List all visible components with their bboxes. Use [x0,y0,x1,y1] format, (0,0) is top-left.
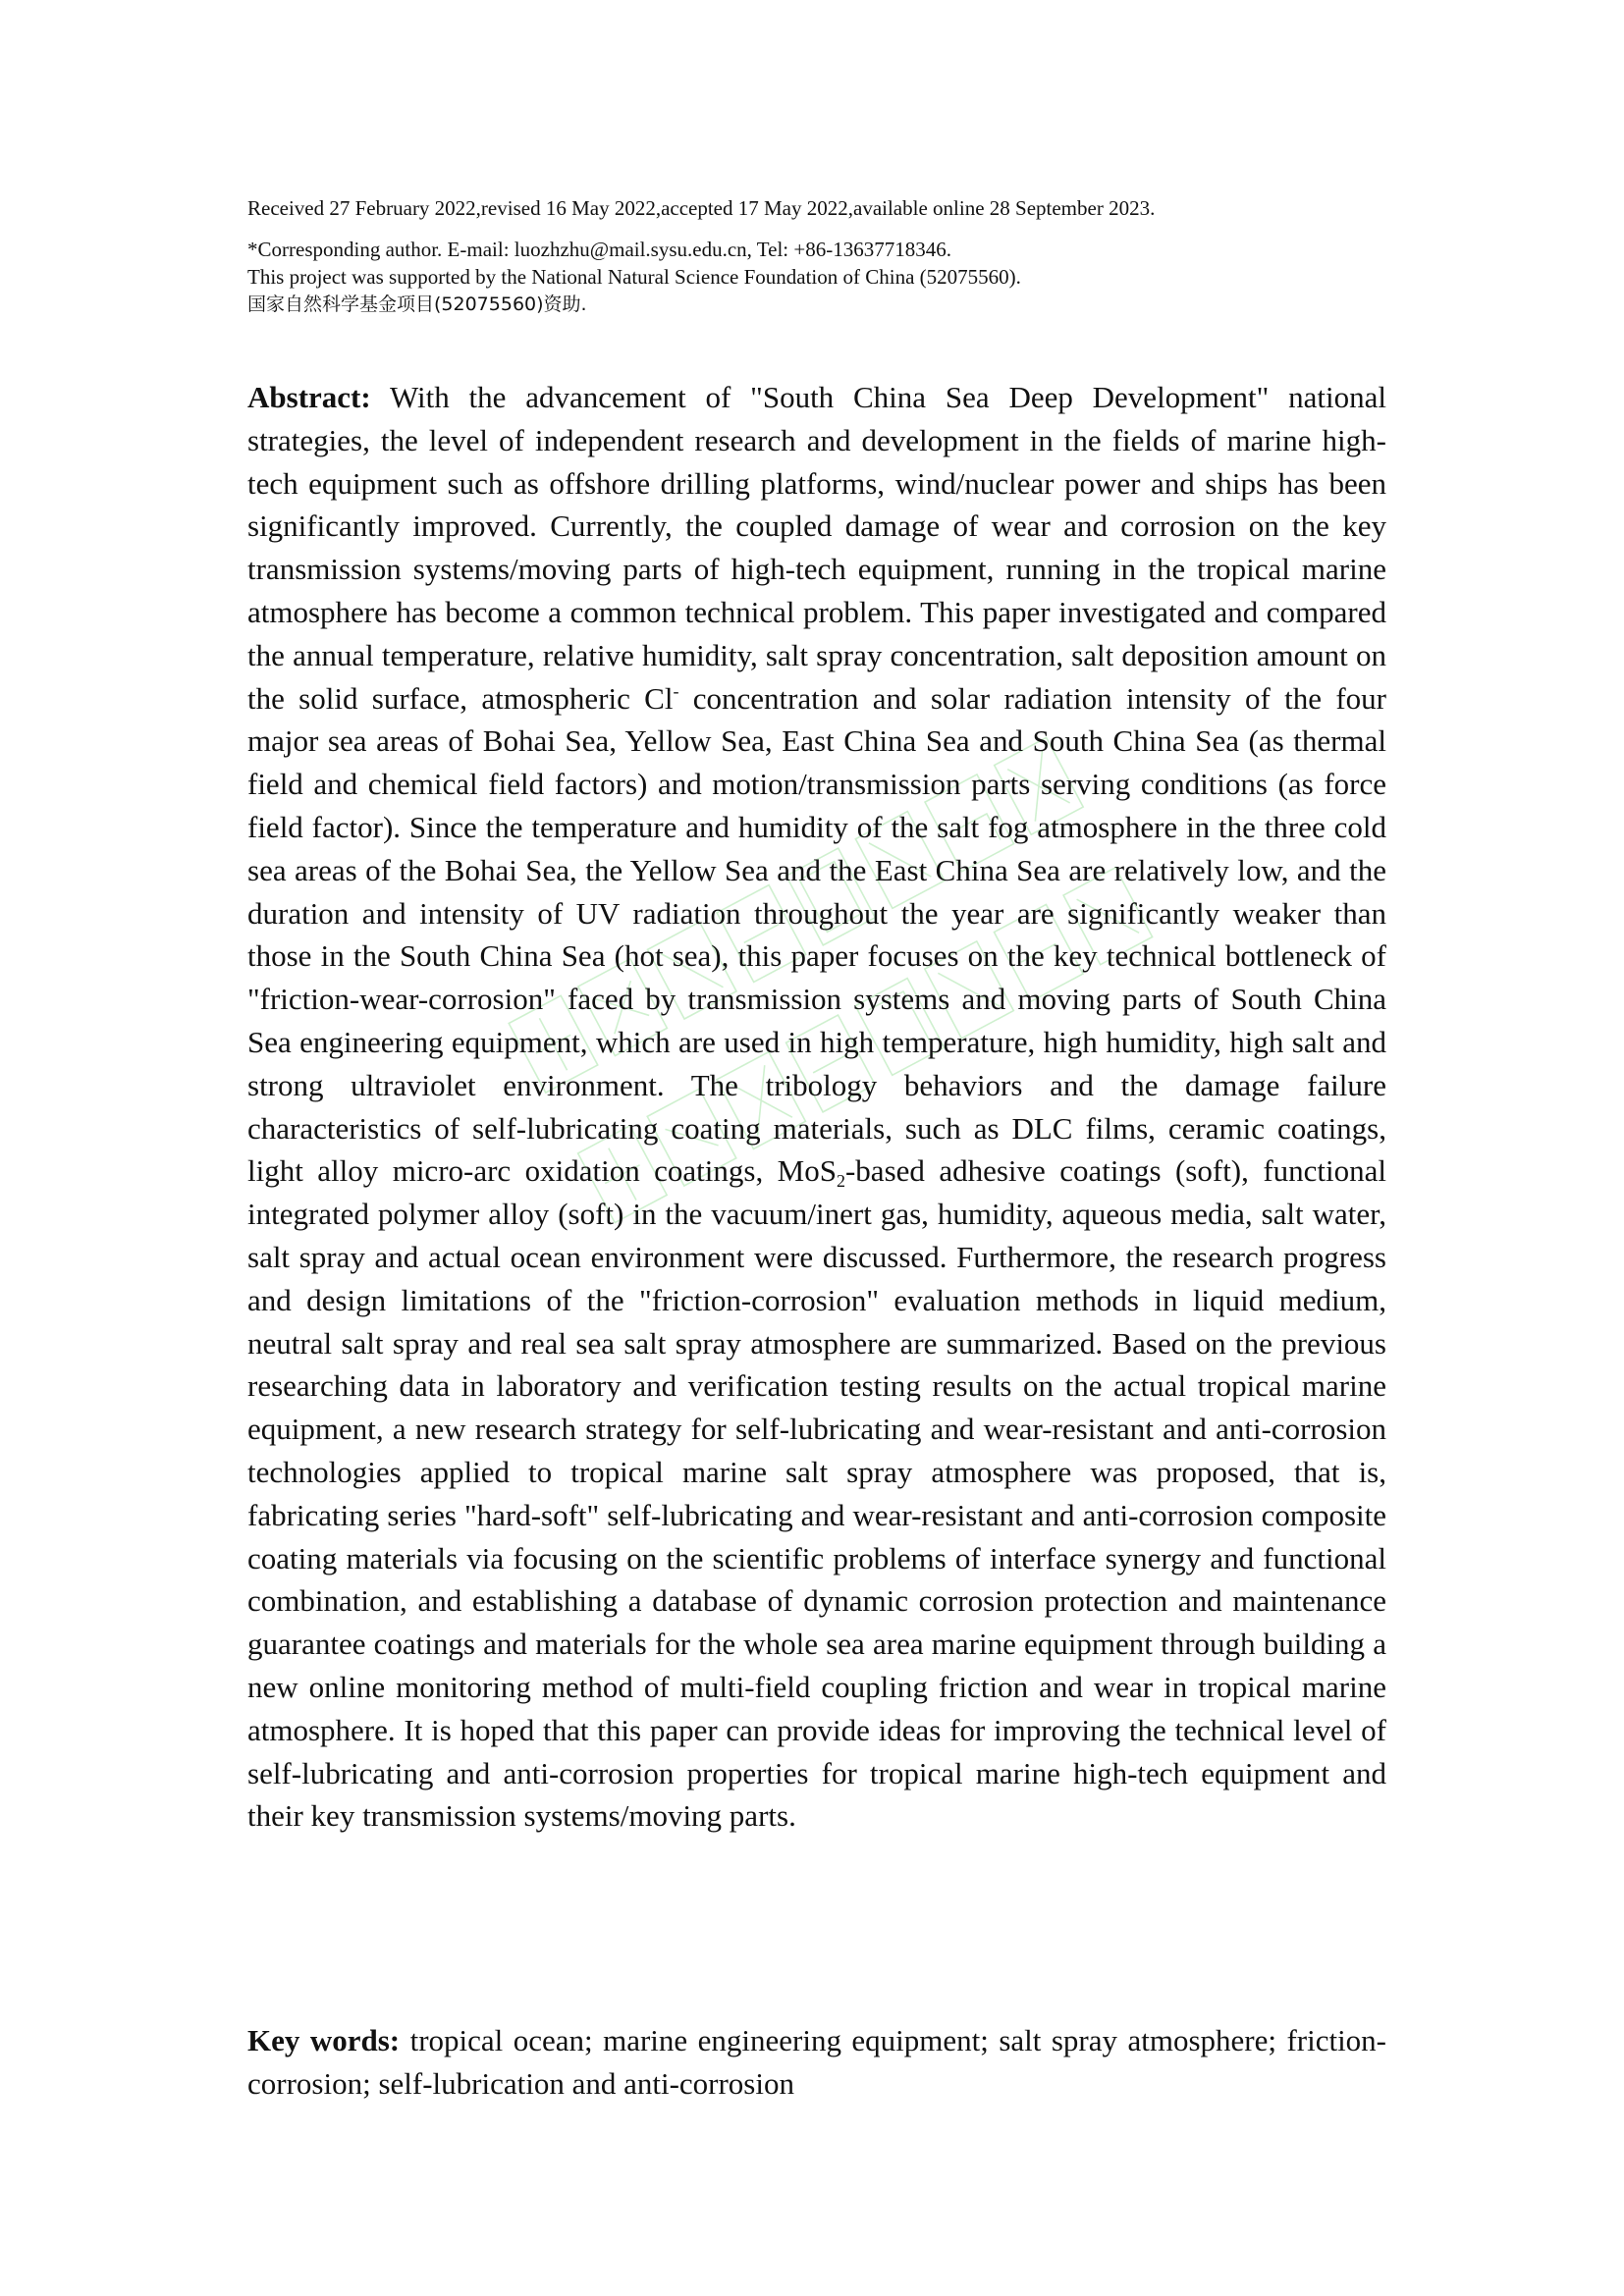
chloride-superscript: - [673,680,679,701]
abstract-text-part3: -based adhesive coatings (soft), functional integrated polymer alloy (soft) in the vacuum/inert gas, humidity, aqueous media, salt water, salt spray and actual ocean environment were discussed. Furthermore, the research progress and design limitations of the "friction-corrosion" evaluation methods in liquid medium, neutral salt spray and real sea salt spray atmosphere are summarized. Based on the previous researching data in laboratory and verification testing results on the actual tropical marine equipment, a new research strategy for self-lubricating and wear-resistant and anti-corrosion technologies applied to tropical marine salt spray atmosphere was proposed, that is, fabricating series "hard-soft" self-lubricating and wear-resistant and anti-corrosion composite coating materials via focusing on the scientific problems of interface synergy and functional combination, and establishing a database of dynamic corrosion protection and maintenance guarantee coatings and materials for the whole sea area marine equipment through building a new online monitoring method of multi-field coupling friction and wear in tropical marine atmosphere. It is hoped that this paper can provide ideas for improving the technical level of self-lubricating and anti-corrosion properties for tropical marine high-tech equipment and their key transmission systems/moving parts. [247,1153,1387,1834]
abstract-paragraph [247,376,1386,1838]
abstract-text-part1: With the advancement of "South China Sea Deep Development" national strategies, the level of independent research and development in the fields of marine high-tech equipment such as offshore drilling platforms, wind/nuclear power and ships has been significantly improved. Currently, the coupled damage of wear and corrosion on the key transmission systems/moving parts of high-tech equipment, running in the tropical marine atmosphere has become a common technical problem. This paper investigated and compared the annual temperature, relative humidity, salt spray concentration, salt deposition amount on the solid surface, atmospheric Cl [247,380,1386,716]
received-dates: Received 27 February 2022,revised 16 May 2022,accepted 17 May 2022,available online 28 September 2023. [247,196,1156,220]
keywords-text: tropical ocean; marine engineering equipment; salt spray atmosphere; friction-corrosion; self-lubrication and anti-corrosion [247,2023,1387,2101]
abstract-label: Abstract: [247,380,371,414]
funding-chinese: 国家自然科学基金项目(52075560)资助. [247,294,587,315]
mos2-subscript: 2 [836,1171,845,1192]
keywords-paragraph [247,2019,1386,2106]
funding-english: This project was supported by the National Natural Science Foundation of China (52075560). [247,265,1021,289]
corresponding-author: *Corresponding author. E-mail: luozhzhu@mail.sysu.edu.cn, Tel: +86-13637718346. [247,238,951,261]
abstract-text-part2: concentration and solar radiation intensity of the four major sea areas of Bohai Sea, Yellow Sea, East China Sea and South China Sea (as thermal field and chemical field factors) and motion/transmission parts serving conditions (as force field factor). Since the temperature and humidity of the salt fog atmosphere in the three cold sea areas of the Bohai Sea, the Yellow Sea and the East China Sea are relatively low, and the duration and intensity of UV radiation throughout the year are significantly weaker than those in the South China Sea (hot sea), this paper focuses on the key technical bottleneck of "friction-wear-corrosion" faced by transmission systems and moving parts of South China Sea engineering equipment, which are used in high temperature, high humidity, high salt and strong ultraviolet environment. The tribology behaviors and the damage failure characteristics of self-lubricating coating materials, such as DLC films, ceramic coatings, light alloy micro-arc oxidation coatings, MoS [247,680,1387,1189]
keywords-label: Key words: [247,2023,401,2057]
article-notes [247,194,1406,318]
